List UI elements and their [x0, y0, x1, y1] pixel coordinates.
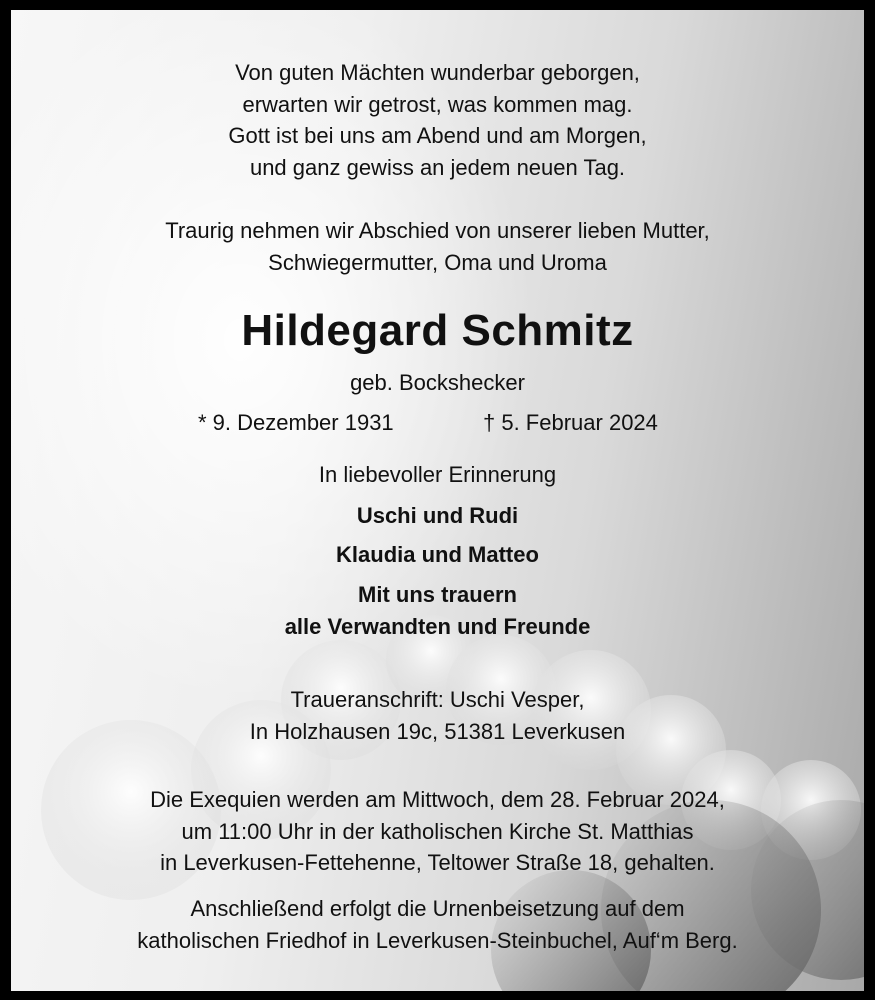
poem-line: und ganz gewiss an jedem neuen Tag.: [249, 154, 626, 180]
poem-line: erwarten wir getrost, was kommen mag.: [242, 91, 633, 117]
address-line: Traueranschrift: Uschi Vesper,: [290, 687, 585, 712]
mourner-line: alle Verwandten und Freunde: [284, 614, 591, 639]
obituary-notice: [11, 10, 864, 991]
burial-line: katholischen Friedhof in Leverkusen-Steinbuchel, Auf‘m Berg.: [137, 927, 738, 953]
service-info: [11, 784, 864, 879]
mourner-line: Uschi und Rudi: [356, 503, 519, 528]
service-line: um 11:00 Uhr in der katholischen Kirche St. Matthias: [181, 818, 694, 844]
poem-line: Gott ist bei uns am Abend und am Morgen,: [228, 123, 647, 148]
address-line: In Holzhausen 19c, 51381 Leverkusen: [249, 718, 626, 744]
intro-line: Traurig nehmen wir Abschied von unserer lieben Mutter,: [165, 218, 710, 243]
intro-text: [11, 215, 864, 278]
death-date: † 5. Februar 2024: [483, 410, 658, 435]
burial-info: [11, 893, 864, 956]
mourner-line: Klaudia und Matteo: [336, 542, 539, 567]
deceased-name: Hildegard Schmitz: [241, 306, 634, 355]
mourner-line: Mit uns trauern: [358, 582, 517, 607]
mourning-address: [11, 684, 864, 747]
service-line: in Leverkusen-Fettehenne, Teltower Straße 18, gehalten.: [160, 850, 715, 875]
life-dates: [11, 410, 864, 442]
burial-line: Anschließend erfolgt die Urnenbeisetzung auf dem: [190, 896, 685, 921]
remembrance-text: In liebevoller Erinnerung: [318, 462, 557, 487]
poem-line: Von guten Mächten wunderbar geborgen,: [235, 60, 640, 85]
intro-line: Schwiegermutter, Oma und Uroma: [268, 249, 607, 275]
poem: [11, 57, 864, 183]
maiden-name: geb. Bockshecker: [350, 370, 525, 395]
service-line: Die Exequien werden am Mittwoch, dem 28. Februar 2024,: [150, 787, 725, 812]
birth-date: * 9. Dezember 1931: [198, 410, 394, 435]
